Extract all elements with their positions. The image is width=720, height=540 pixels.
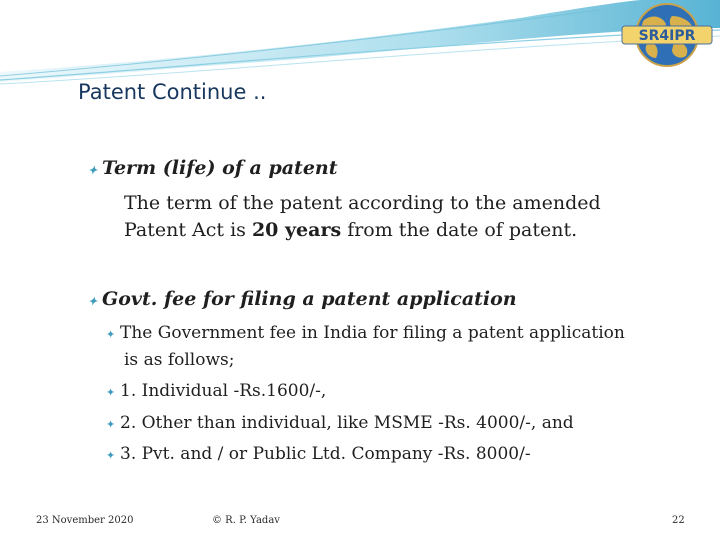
heading-text: Govt. fee for filing a patent application: [102, 288, 517, 310]
list-item-continuation: [124, 350, 234, 370]
list-item-text: 3. Pvt. and / or Public Ltd. Company -Rs. 8000/-: [120, 444, 531, 464]
list-item: [106, 381, 326, 401]
line2-pre: Patent Act is: [124, 219, 252, 241]
bullet-icon: ✦: [88, 164, 98, 177]
footer-page-number: 22: [672, 515, 685, 526]
header-wave-decoration: [0, 0, 720, 90]
bullet-icon: ✦: [106, 386, 116, 399]
list-item-text: is as follows;: [124, 350, 235, 370]
section-heading-term: [88, 157, 338, 179]
list-item: [106, 413, 574, 433]
logo-text: SR4IPR: [638, 28, 696, 44]
list-item: [106, 444, 531, 464]
paragraph-line-2: [124, 217, 601, 244]
list-item-text: The Government fee in India for filing a patent application: [120, 323, 625, 343]
list-item-text: 1. Individual -Rs.1600/-,: [120, 381, 327, 401]
slide-title: Patent Continue ..: [78, 80, 267, 104]
term-paragraph: [124, 190, 601, 244]
paragraph-line-1: The term of the patent according to the amended: [124, 192, 601, 214]
line2-post: from the date of patent.: [341, 219, 578, 241]
bullet-icon: ✦: [106, 449, 116, 462]
bullet-icon: ✦: [106, 418, 116, 431]
heading-text: Term (life) of a patent: [102, 157, 338, 179]
footer-author: © R. P. Yadav: [212, 515, 280, 526]
list-item-text: 2. Other than individual, like MSME -Rs. 4000/-, and: [120, 413, 574, 433]
footer-date: 23 November 2020: [36, 515, 134, 526]
section-heading-fee: [88, 288, 517, 310]
bullet-icon: ✦: [88, 295, 98, 308]
bullet-icon: ✦: [106, 328, 116, 341]
term-years-highlight: 20 years: [251, 219, 342, 241]
sr4ipr-logo: [614, 2, 720, 68]
list-item: [106, 323, 625, 343]
